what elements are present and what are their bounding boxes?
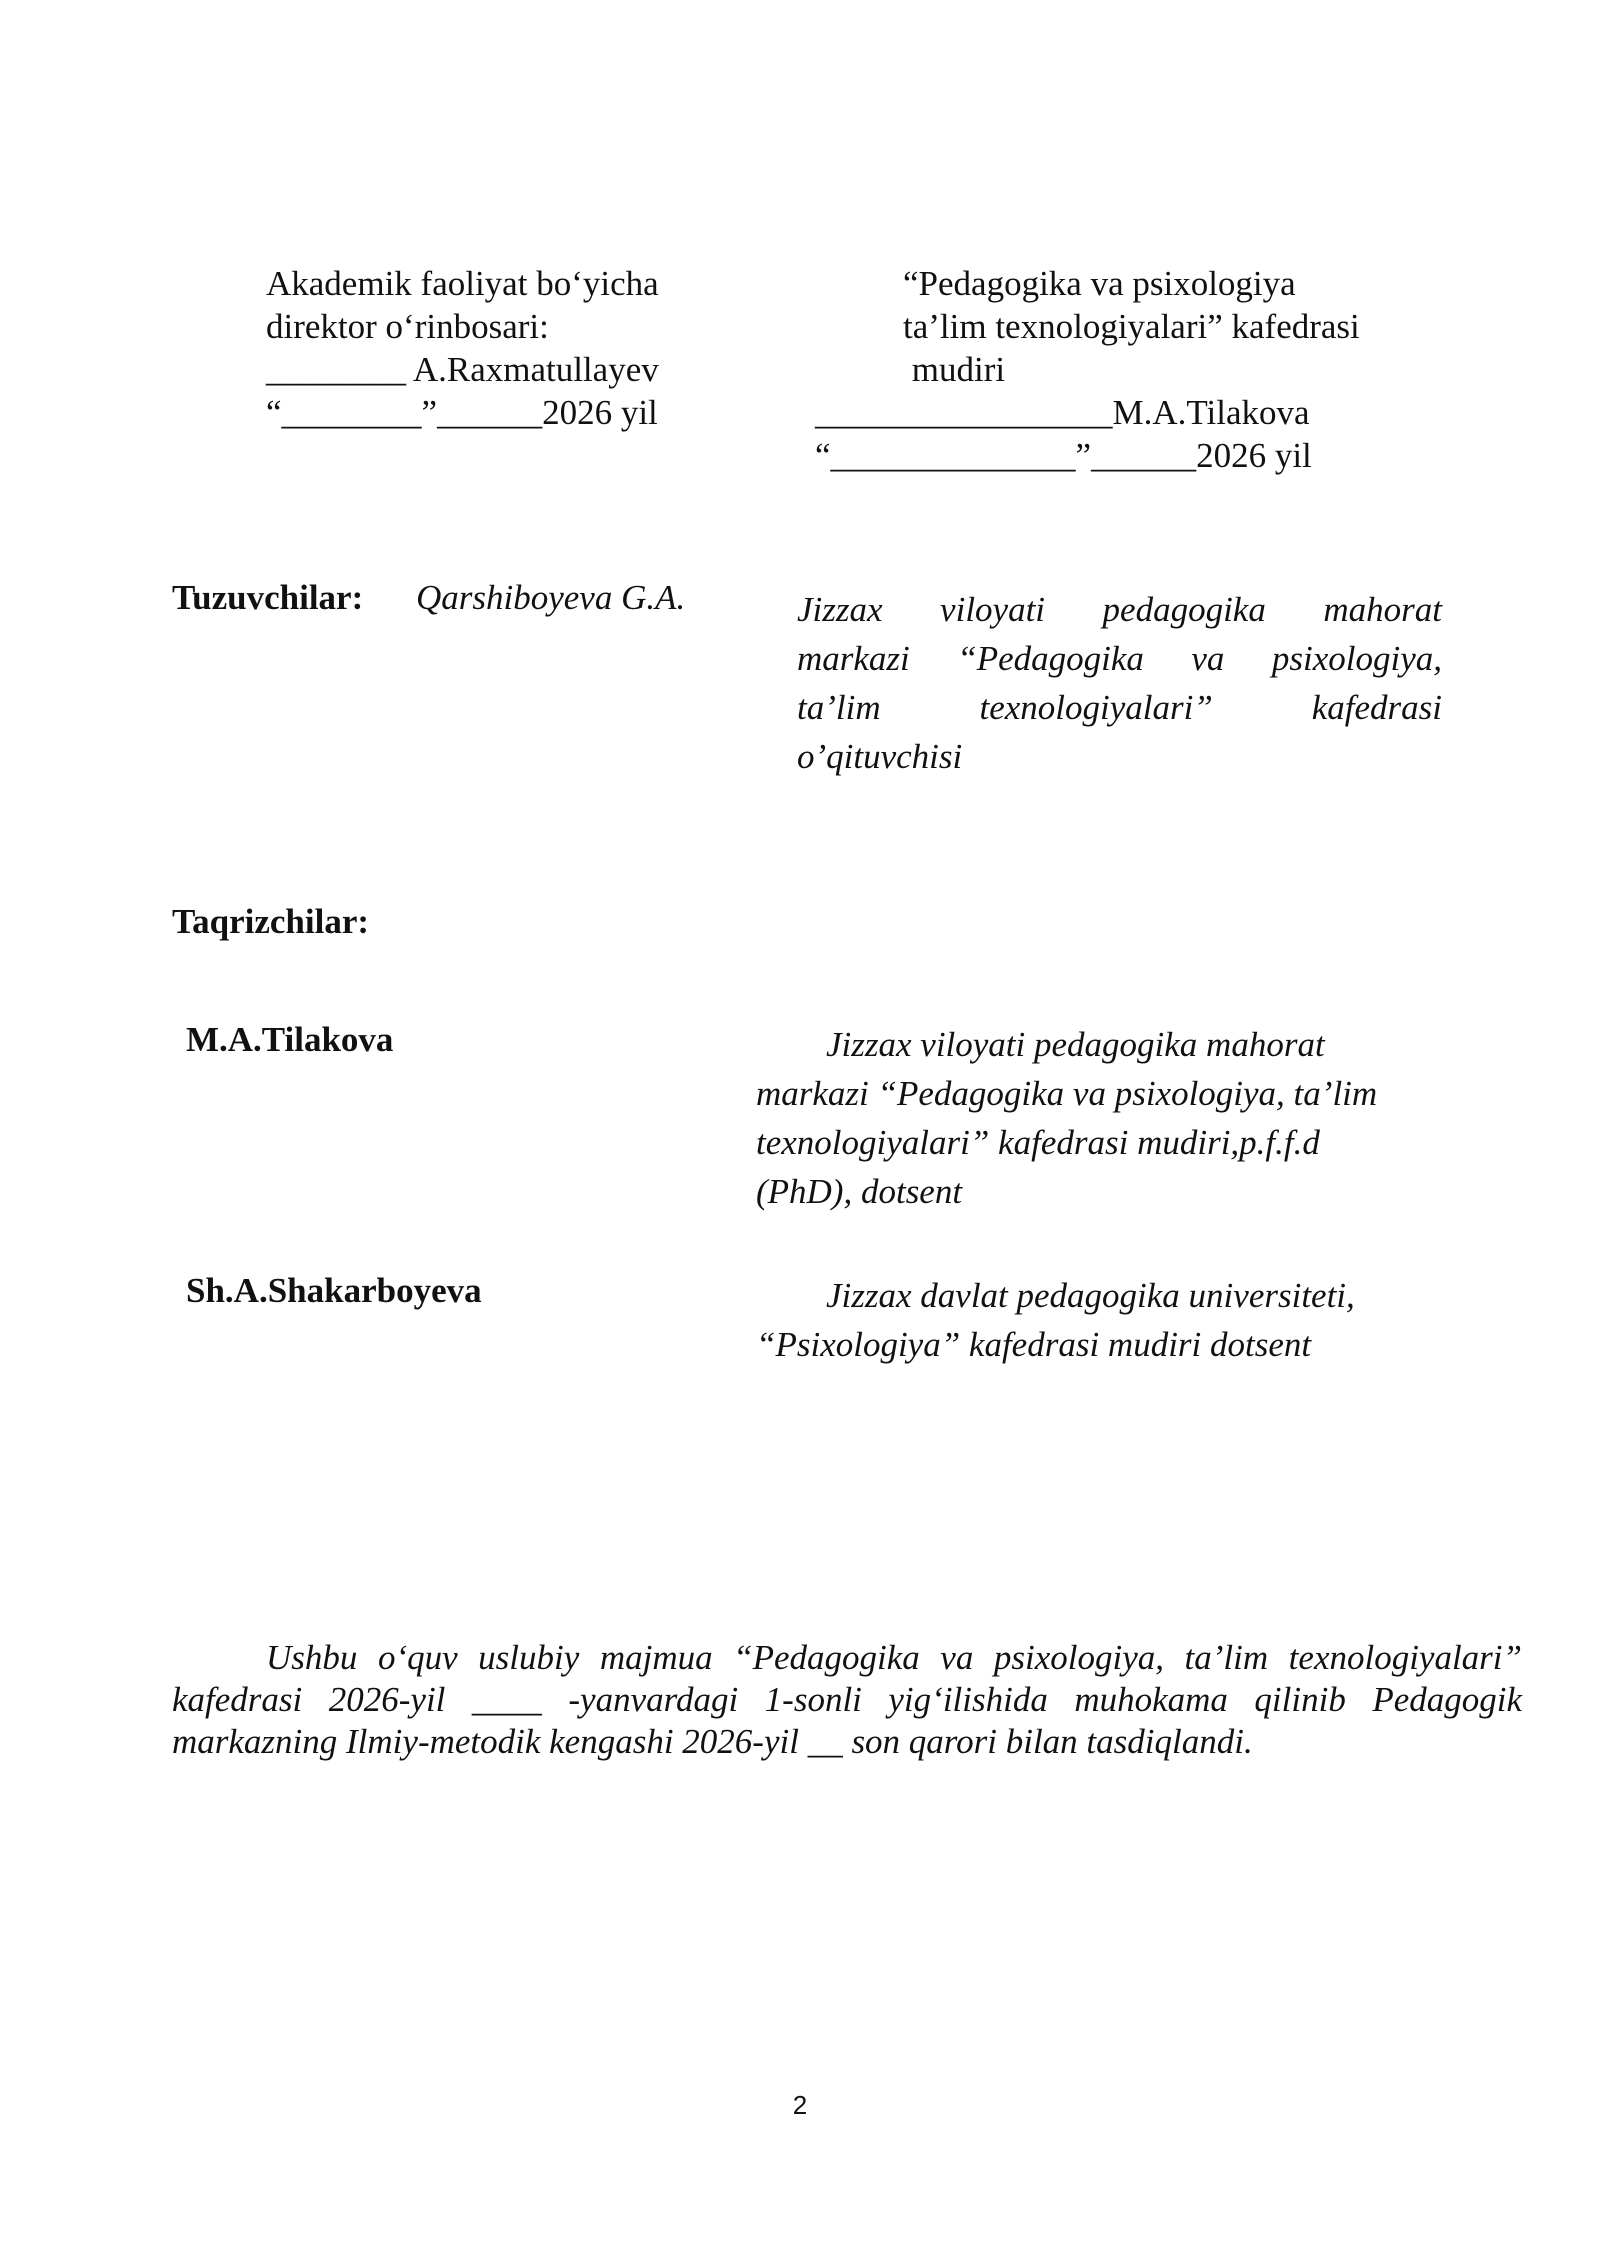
reviewers-heading: Taqrizchilar:	[172, 902, 370, 941]
approval-right-line: _________________M.A.Tilakova	[815, 393, 1310, 432]
approval-note	[172, 1637, 1522, 1763]
author-description	[797, 585, 1442, 781]
approval-right-line: ta’lim texnologiyalari” kafedrasi	[903, 307, 1360, 346]
reviewer-name: M.A.Tilakova	[186, 1020, 394, 1059]
reviewer-description-line: Jizzax davlat pedagogika universiteti,	[756, 1276, 1355, 1315]
reviewer-description-line: “Psixologiya” kafedrasi mudiri dotsent	[756, 1325, 1312, 1364]
approval-left-line: Akademik faoliyat bo‘yicha	[266, 264, 659, 303]
reviewer-description-line: markazi “Pedagogika va psixologiya, ta’lim	[756, 1074, 1378, 1113]
reviewer-description-line: texnologiyalari” kafedrasi mudiri,p.f.f.d	[756, 1123, 1320, 1162]
approval-right	[815, 262, 1435, 477]
author-description-line: ta’lim texnologiyalari” kafedrasi	[797, 688, 1442, 727]
author-description-line: Jizzax viloyati pedagogika mahorat	[797, 590, 1442, 629]
approval-right-line: “______________”______2026 yil	[815, 436, 1312, 475]
approval-right-line: “Pedagogika va psixologiya	[903, 264, 1296, 303]
author-description-line: o’qituvchisi	[797, 737, 963, 776]
approval-left-line: “________”______2026 yil	[266, 393, 658, 432]
reviewer-name: Sh.A.Shakarboyeva	[186, 1271, 482, 1310]
author-description-line: markazi “Pedagogika va psixologiya,	[797, 639, 1442, 678]
reviewer-description	[756, 1271, 1456, 1369]
approval-left-line: ________ A.Raxmatullayev	[266, 350, 659, 389]
reviewer-description-line: (PhD), dotsent	[756, 1172, 963, 1211]
approval-left-line: direktor o‘rinbosari:	[266, 307, 549, 346]
approval-left	[266, 262, 726, 434]
reviewer-description-line: Jizzax viloyati pedagogika mahorat	[756, 1025, 1325, 1064]
authors-heading: Tuzuvchilar:	[172, 578, 364, 617]
reviewer-description	[756, 1020, 1456, 1216]
approval-note-line: markazning Ilmiy-metodik kengashi 2026-yil __ son qarori bilan tasdiqlandi.	[172, 1722, 1253, 1761]
approval-note-line: Ushbu o‘quv uslubiy majmua “Pedagogika va psixologiya, ta’lim texnologiyalari”	[266, 1638, 1522, 1677]
author-name: Qarshiboyeva G.A.	[416, 578, 686, 617]
approval-note-line: kafedrasi 2026-yil ____ -yanvardagi 1-sonli yig‘ilishida muhokama qilinib Pedagogik	[172, 1680, 1522, 1719]
page-number: 2	[792, 2090, 808, 2120]
approval-right-line: mudiri	[903, 350, 1006, 389]
